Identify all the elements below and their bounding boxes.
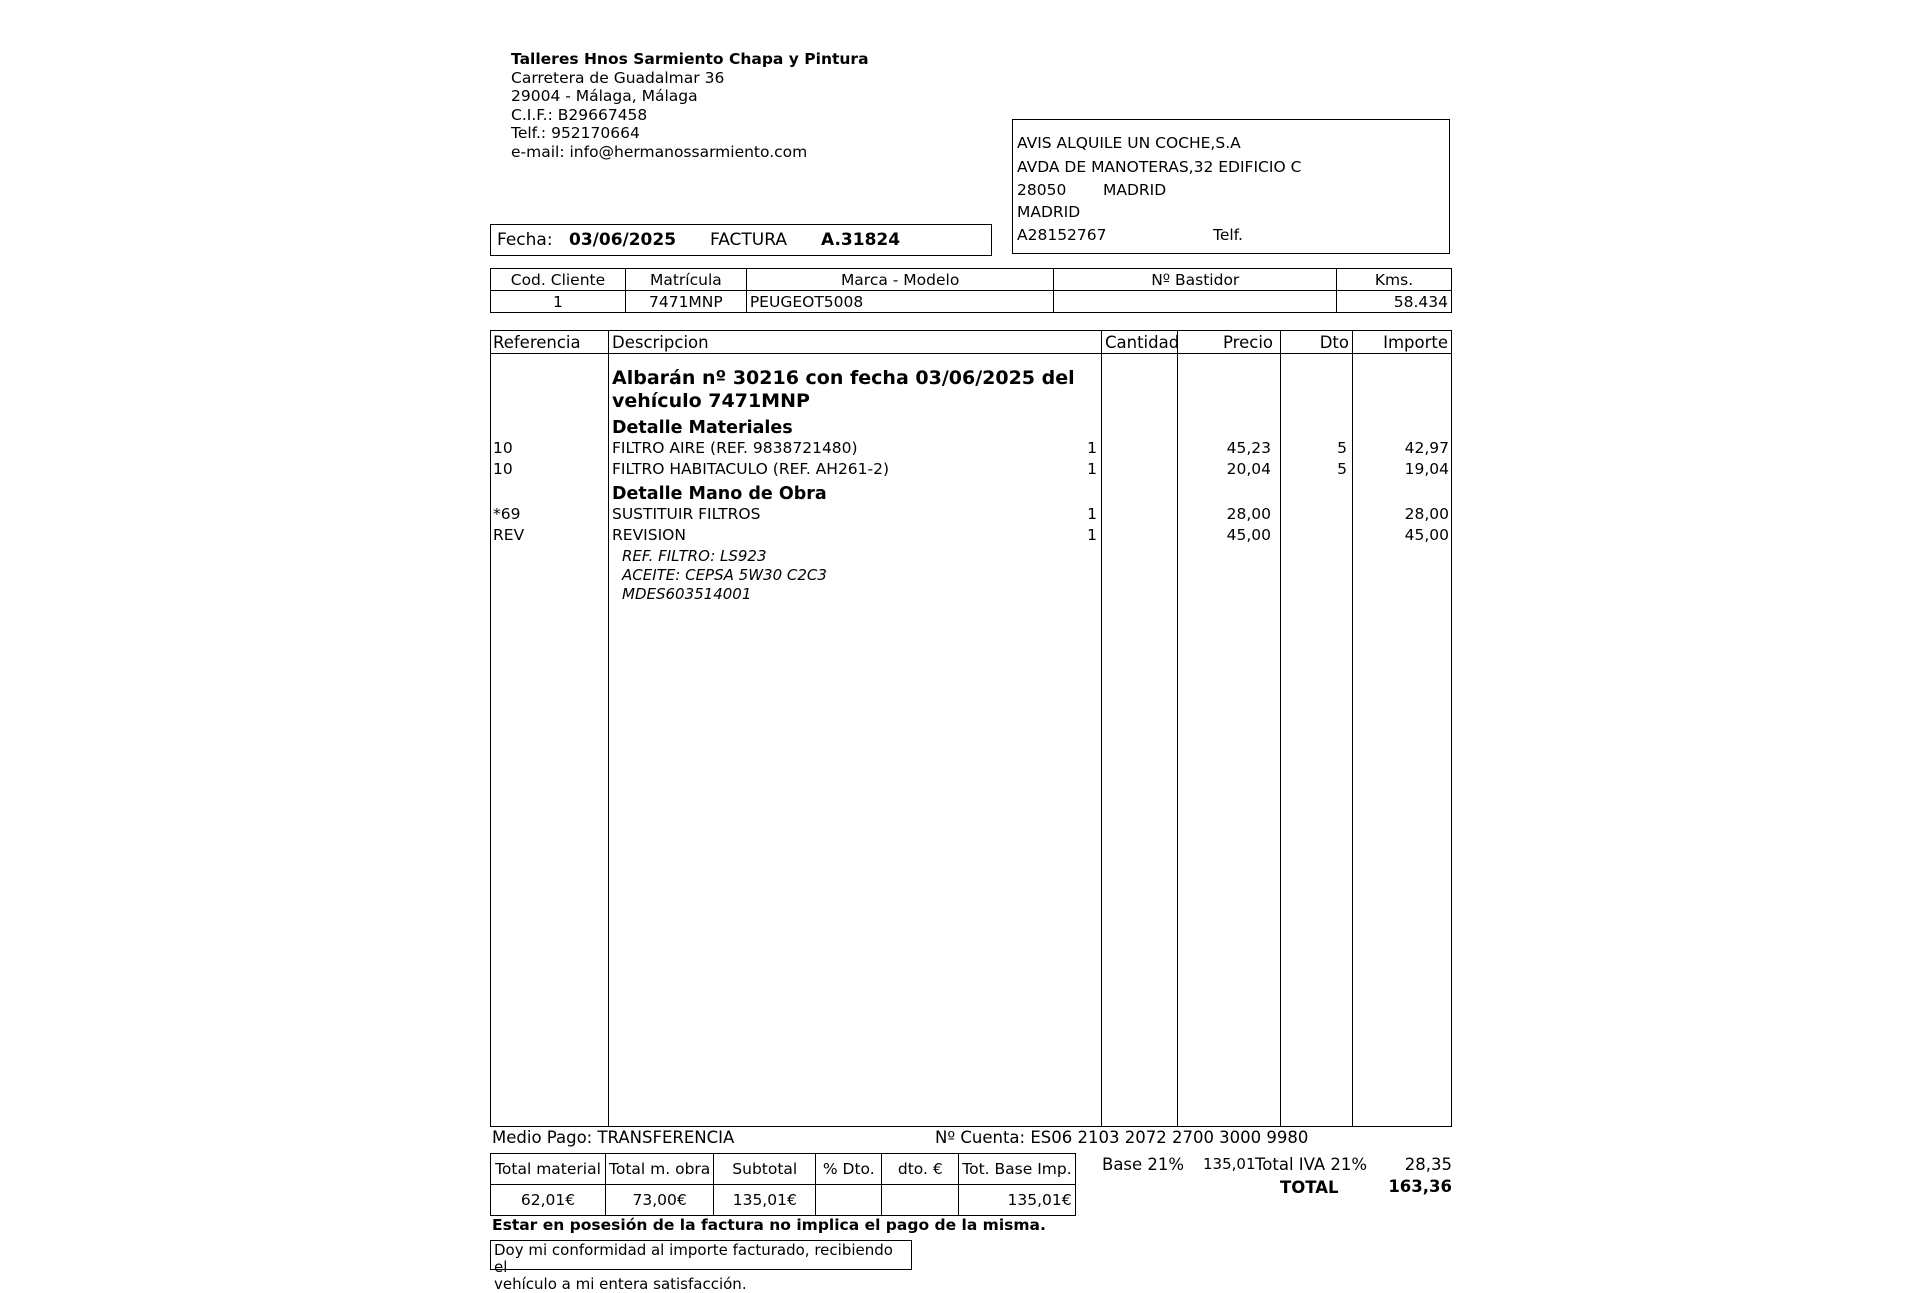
delivery-note-vehicle: vehículo 7471MNP (612, 390, 810, 412)
items-table (490, 330, 1452, 1127)
item-description: REVISION (612, 526, 686, 544)
vehicle-header-model: Marca - Modelo (746, 269, 1054, 291)
column-divider (1352, 331, 1353, 1126)
totals-value-row (491, 1185, 1076, 1216)
totals-header-material: Total material (491, 1154, 606, 1185)
totals-header-taxable-base: Tot. Base Imp. (959, 1154, 1075, 1185)
company-phone: Telf.: 952170664 (511, 124, 640, 143)
iva-label: Total IVA 21% (1255, 1155, 1368, 1174)
item-price: 20,04 (1226, 460, 1271, 478)
vehicle-table (490, 268, 1452, 313)
invoice-number: A.31824 (821, 230, 901, 250)
column-divider (1177, 331, 1178, 1126)
column-divider (1101, 331, 1102, 1126)
disclaimer: Estar en posesión de la factura no implica el pago de la misma. (492, 1216, 1046, 1234)
item-price: 45,00 (1226, 526, 1271, 544)
item-ref: 10 (493, 439, 513, 457)
labor-title: Detalle Mano de Obra (612, 484, 827, 504)
item-discount: 5 (1337, 460, 1347, 478)
customer-address: AVDA DE MANOTERAS,32 EDIFICIO C (1017, 158, 1302, 176)
bank-account: Nº Cuenta: ES06 2103 2072 2700 3000 9980 (935, 1128, 1309, 1147)
item-ref: REV (493, 526, 525, 544)
customer-postal-code: 28050 (1017, 181, 1067, 199)
header-reference: Referencia (493, 333, 581, 352)
customer-province: MADRID (1017, 203, 1081, 221)
base-label: Base 21% (1102, 1155, 1185, 1174)
vehicle-header-chassis: Nº Bastidor (1054, 269, 1337, 291)
item-quantity: 1 (1087, 439, 1097, 457)
company-address: Carretera de Guadalmar 36 (511, 68, 725, 87)
note-code: MDES603514001 (622, 585, 752, 603)
item-amount: 42,97 (1404, 439, 1449, 457)
item-description: FILTRO HABITACULO (REF. AH261-2) (612, 460, 890, 478)
header-amount: Importe (1383, 333, 1448, 352)
vehicle-kms: 58.434 (1337, 291, 1452, 313)
invoice-date-box (490, 224, 992, 256)
item-description: FILTRO AIRE (REF. 9838721480) (612, 439, 858, 457)
item-quantity: 1 (1087, 526, 1097, 544)
item-price: 28,00 (1226, 505, 1271, 523)
vehicle-plate: 7471MNP (625, 291, 746, 313)
company-block (511, 50, 869, 162)
invoice-date: 03/06/2025 (569, 230, 677, 250)
iva-value: 28,35 (1404, 1155, 1452, 1174)
item-ref: *69 (493, 505, 521, 523)
discount-eur (882, 1185, 959, 1216)
customer-phone-label: Telf. (1213, 226, 1243, 244)
vehicle-model: PEUGEOT5008 (746, 291, 1054, 313)
item-description: SUSTITUIR FILTROS (612, 505, 761, 523)
company-name: Talleres Hnos Sarmiento Chapa y Pintura (511, 50, 869, 68)
header-price: Precio (1223, 333, 1273, 352)
totals-header-discount-pct: % Dto. (816, 1154, 882, 1185)
company-city: 29004 - Málaga, Málaga (511, 87, 698, 106)
totals-header-discount-eur: dto. € (882, 1154, 959, 1185)
total-material: 62,01€ (491, 1185, 606, 1216)
invoice-type-label: FACTURA (710, 230, 787, 250)
vehicle-chassis (1054, 291, 1337, 313)
company-cif: C.I.F.: B29667458 (511, 105, 648, 124)
date-label: Fecha: (497, 230, 553, 250)
vehicle-data-row (491, 291, 1452, 313)
conformity-box (490, 1240, 912, 1293)
note-filter-ref: REF. FILTRO: LS923 (622, 547, 767, 565)
customer-tax-id: A28152767 (1017, 226, 1107, 244)
item-discount: 5 (1337, 439, 1347, 457)
materials-title: Detalle Materiales (612, 418, 793, 438)
item-ref: 10 (493, 460, 513, 478)
payment-method: Medio Pago: TRANSFERENCIA (492, 1128, 735, 1147)
vehicle-client-code: 1 (491, 291, 626, 313)
item-amount: 45,00 (1404, 526, 1449, 544)
header-discount: Dto (1319, 333, 1349, 352)
totals-header-subtotal: Subtotal (714, 1154, 816, 1185)
tax-summary (1100, 1155, 1452, 1205)
header-divider (491, 353, 1451, 354)
base-value: 135,01 (1203, 1155, 1256, 1173)
customer-city: MADRID (1103, 181, 1167, 199)
header-quantity: Cantidad (1105, 333, 1180, 352)
vehicle-header-plate: Matrícula (625, 269, 746, 291)
totals-header-labor: Total m. obra (606, 1154, 714, 1185)
item-quantity: 1 (1087, 460, 1097, 478)
totals-table (490, 1153, 1076, 1216)
total-value: 163,36 (1388, 1177, 1452, 1196)
header-description: Descripcion (612, 333, 709, 352)
conformity-line: vehículo a mi entera satisfacción. (494, 1275, 747, 1293)
totals-header-row (491, 1154, 1076, 1185)
column-divider (608, 331, 609, 1126)
column-divider (1280, 331, 1281, 1126)
conformity-line: Doy mi conformidad al importe facturado, recibiendo el (494, 1241, 893, 1276)
item-amount: 19,04 (1404, 460, 1449, 478)
note-oil: ACEITE: CEPSA 5W30 C2C3 (622, 566, 827, 584)
customer-name: AVIS ALQUILE UN COCHE,S.A (1017, 134, 1241, 152)
total-labor: 73,00€ (606, 1185, 714, 1216)
item-quantity: 1 (1087, 505, 1097, 523)
delivery-note-title: Albarán nº 30216 con fecha 03/06/2025 del (612, 367, 1075, 389)
discount-pct (816, 1185, 882, 1216)
taxable-base: 135,01€ (959, 1185, 1075, 1216)
vehicle-header-client-code: Cod. Cliente (491, 269, 626, 291)
total-label: TOTAL (1280, 1178, 1339, 1197)
vehicle-header-row (491, 269, 1452, 291)
company-email: e-mail: info@hermanossarmiento.com (511, 142, 808, 161)
vehicle-header-kms: Kms. (1337, 269, 1452, 291)
item-price: 45,23 (1226, 439, 1271, 457)
item-amount: 28,00 (1404, 505, 1449, 523)
customer-box (1012, 119, 1450, 254)
subtotal: 135,01€ (714, 1185, 816, 1216)
